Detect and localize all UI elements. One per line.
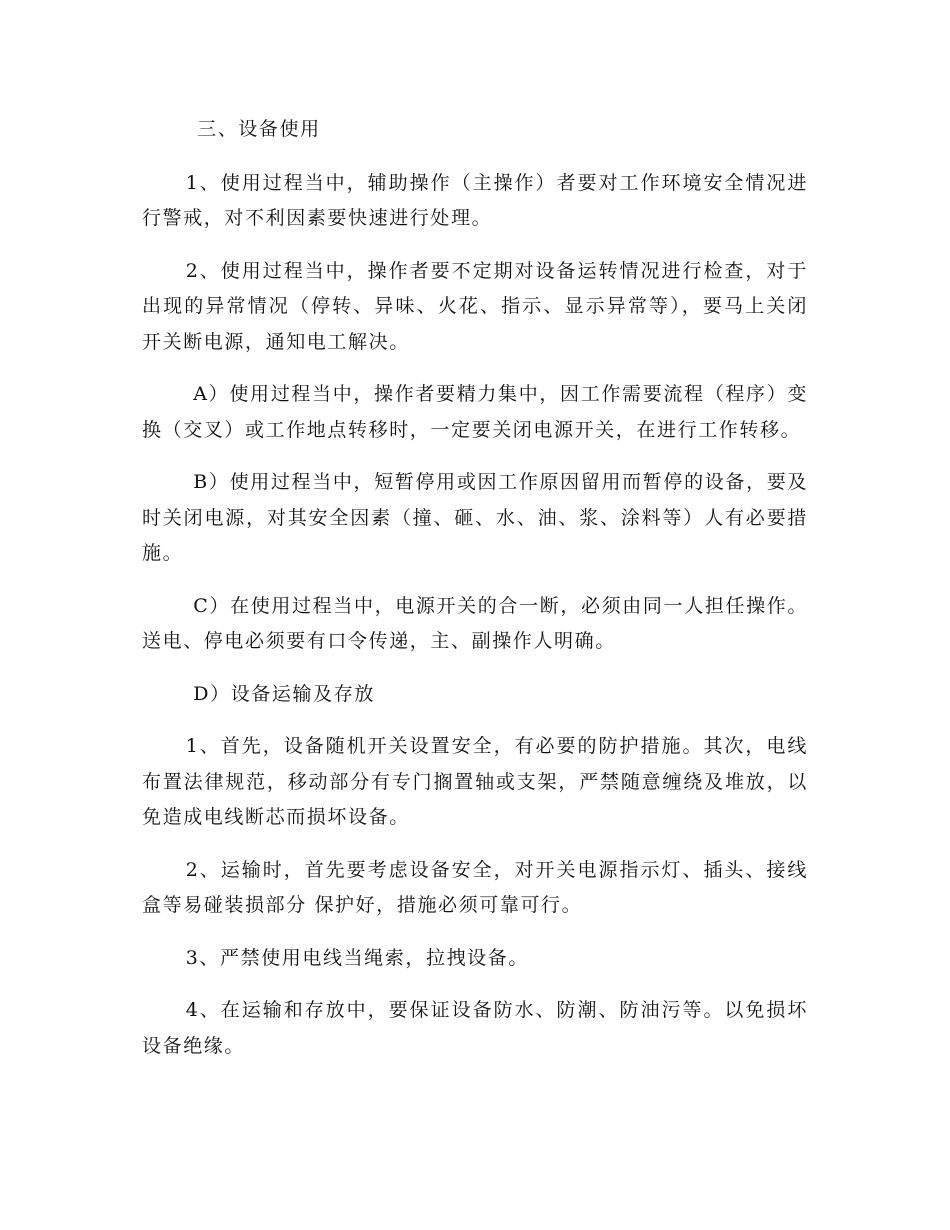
paragraph-c: C）在使用过程当中，电源开关的合一断，必须由同一人担任操作。送电、停电必须要有口令传递，主、副操作人明确。 [142,594,808,652]
paragraph-d-heading: D）设备运输及存放 [193,682,375,705]
paragraph-transport-3: 3、严禁使用电线当绳索，拉拽设备。 [185,946,529,969]
paragraph-1: 1、使用过程当中，辅助操作（主操作）者要对工作环境安全情况进行警戒，对不利因素要快速进行处理。 [142,171,808,229]
document-body [142,112,808,1081]
section-heading: 三、设备使用 [197,118,321,140]
paragraph-2: 2、使用过程当中，操作者要不定期对设备运转情况进行检查，对于出现的异常情况（停转、异味、火花、指示、显示异常等），要马上关闭开关断电源，通知电工解决。 [142,259,808,353]
paragraph-b: B）使用过程当中，短暂停用或因工作原因留用而暂停的设备，要及时关闭电源，对其安全因素（撞、砸、水、油、浆、涂料等）人有必要措施。 [142,471,808,564]
paragraph-transport-1: 1、首先，设备随机开关设置安全，有必要的防护措施。其次，电线布置法律规范，移动部分有专门搁置轴或支架，严禁随意缠绕及堆放，以免造成电线断芯而损坏设备。 [142,735,808,828]
paragraph-transport-2: 2、运输时，首先要考虑设备安全，对开关电源指示灯、插头、接线盒等易碰装损部分 保护好，措施必须可靠可行。 [142,858,808,916]
paragraph-a: A）使用过程当中，操作者要精力集中，因工作需要流程（程序）变换（交叉）或工作地点转移时，一定要关闭电源开关，在进行工作转移。 [142,383,808,441]
paragraph-transport-4: 4、在运输和存放中，要保证设备防水、防潮、防油污等。以免损坏设备绝缘。 [142,999,808,1057]
